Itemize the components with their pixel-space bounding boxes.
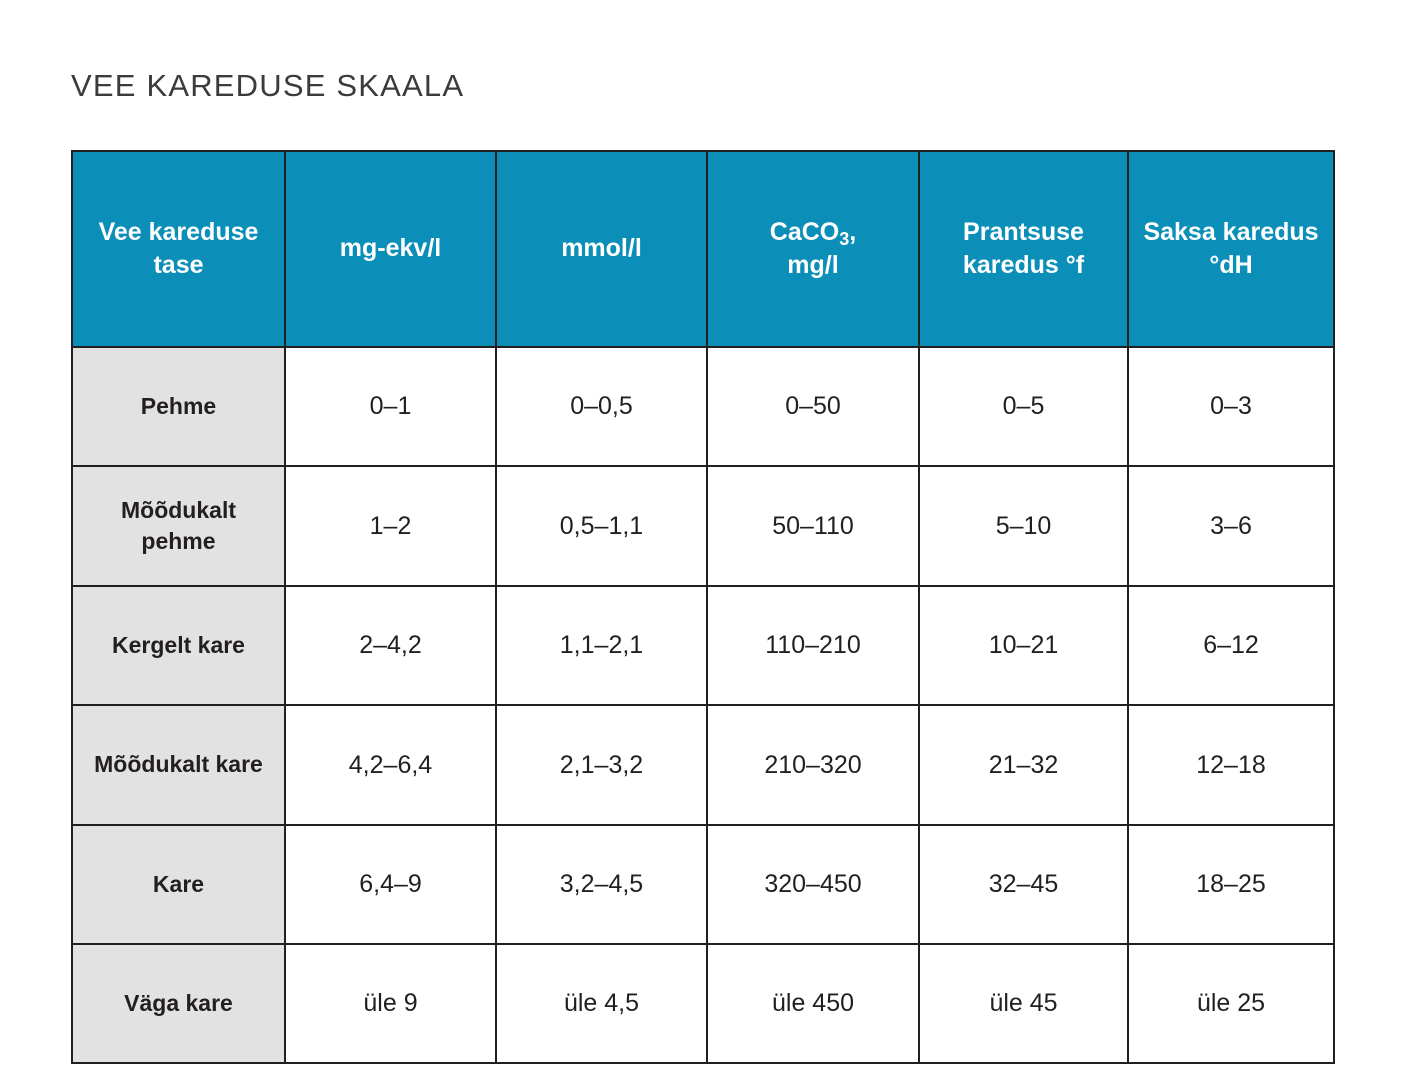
cell-mmol-l: 0–0,5	[496, 347, 707, 466]
cell-mg-ekv-l: 1–2	[285, 466, 496, 586]
cell-mg-ekv-l: üle 9	[285, 944, 496, 1063]
cell-mg-ekv-l: 0–1	[285, 347, 496, 466]
cell-mmol-l: 0,5–1,1	[496, 466, 707, 586]
cell-mg-ekv-l: 4,2–6,4	[285, 705, 496, 825]
cell-french: 0–5	[919, 347, 1128, 466]
table-header-row	[72, 151, 1334, 347]
column-header-french: Prantsuse karedus °f	[919, 151, 1128, 347]
cell-caco3: 50–110	[707, 466, 919, 586]
column-header-mmol-l: mmol/l	[496, 151, 707, 347]
cell-caco3: üle 450	[707, 944, 919, 1063]
cell-german: 18–25	[1128, 825, 1334, 944]
cell-caco3: 320–450	[707, 825, 919, 944]
water-hardness-table-container	[71, 150, 1333, 1064]
cell-french: üle 45	[919, 944, 1128, 1063]
cell-mmol-l: 2,1–3,2	[496, 705, 707, 825]
cell-mmol-l: 3,2–4,5	[496, 825, 707, 944]
caco3-unit: mg/l	[787, 251, 839, 279]
row-header-level: Pehme	[72, 347, 285, 466]
column-header-mg-ekv-l: mg-ekv/l	[285, 151, 496, 347]
column-header-german: Saksa karedus °dH	[1128, 151, 1334, 347]
table-row	[72, 705, 1334, 825]
caco3-suffix: ,	[849, 217, 857, 246]
row-header-level: Mõõdukalt kare	[72, 705, 285, 825]
cell-french: 10–21	[919, 586, 1128, 705]
cell-mmol-l: 1,1–2,1	[496, 586, 707, 705]
column-header-caco3	[707, 151, 919, 347]
cell-german: 3–6	[1128, 466, 1334, 586]
row-header-level: Kare	[72, 825, 285, 944]
table-row	[72, 466, 1334, 586]
cell-mmol-l: üle 4,5	[496, 944, 707, 1063]
row-header-level: Kergelt kare	[72, 586, 285, 705]
cell-french: 21–32	[919, 705, 1128, 825]
page-title: VEE KAREDUSE SKAALA	[71, 68, 465, 103]
table-row	[72, 347, 1334, 466]
cell-french: 32–45	[919, 825, 1128, 944]
cell-caco3: 0–50	[707, 347, 919, 466]
caco3-subscript: 3	[839, 228, 850, 249]
cell-caco3: 210–320	[707, 705, 919, 825]
table-header	[72, 151, 1334, 347]
table-row	[72, 586, 1334, 705]
row-header-level: Mõõdukalt pehme	[72, 466, 285, 586]
cell-mg-ekv-l: 6,4–9	[285, 825, 496, 944]
water-hardness-table	[71, 150, 1335, 1064]
cell-german: 12–18	[1128, 705, 1334, 825]
row-header-level: Väga kare	[72, 944, 285, 1063]
cell-german: 0–3	[1128, 347, 1334, 466]
table-row	[72, 825, 1334, 944]
cell-french: 5–10	[919, 466, 1128, 586]
table-row	[72, 944, 1334, 1063]
cell-mg-ekv-l: 2–4,2	[285, 586, 496, 705]
table-body	[72, 347, 1334, 1063]
cell-german: 6–12	[1128, 586, 1334, 705]
column-header-level: Vee kareduse tase	[72, 151, 285, 347]
cell-caco3: 110–210	[707, 586, 919, 705]
cell-german: üle 25	[1128, 944, 1334, 1063]
caco3-prefix: CaCO	[769, 217, 840, 246]
